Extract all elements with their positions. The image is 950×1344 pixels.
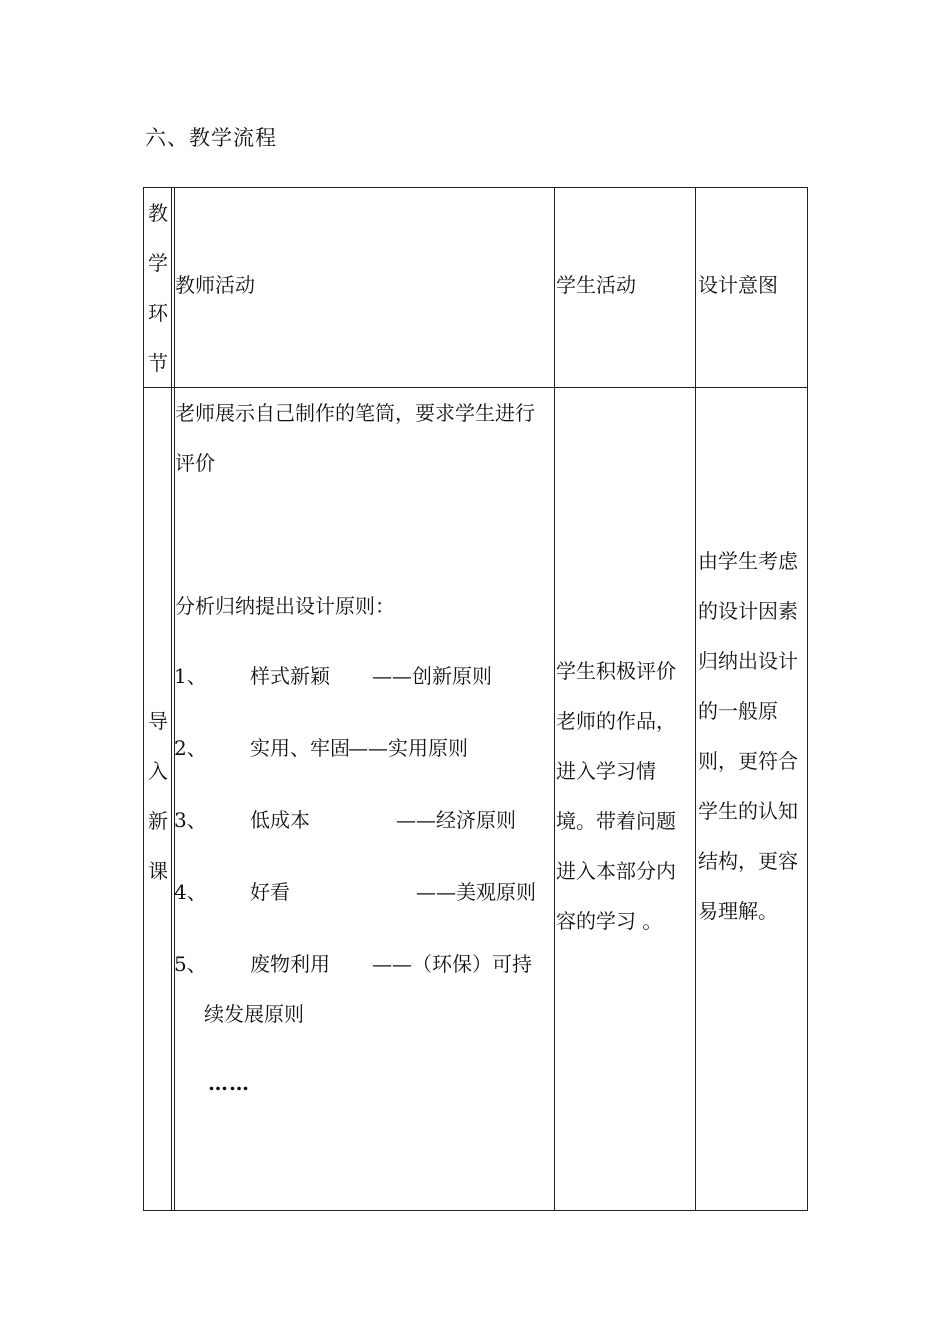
principle-rule: ——创新原则 [372,664,492,688]
header-student-activity: 学生活动 [556,273,636,297]
principle-rule: ——（环保）可持 [372,952,532,976]
principle-name: 样式新颖 [250,664,330,688]
column-divider [554,188,555,1210]
teacher-summary: 分析归纳提出设计原则： [175,594,395,618]
principle-number: 3、 [174,808,207,832]
principle-continuation: 续发展原则 [204,1002,304,1026]
principle-name: 低成本 [250,808,310,832]
column-divider [695,188,696,1210]
principle-name: 好看 [250,880,290,904]
ellipsis: …… [208,1071,250,1095]
header-design-intent: 设计意图 [698,273,778,297]
principle-rule: ——美观原则 [416,880,536,904]
principle-number: 5、 [174,952,207,976]
principle-rule: ——经济原则 [396,808,516,832]
stage-label: 导入新课 [148,709,168,883]
teacher-intro: 老师展示自己制作的笔筒，要求学生进行评价 [175,401,535,475]
section-heading: 六、教学流程 [145,126,277,150]
teaching-flow-table [143,187,808,1211]
principle-number: 4、 [174,880,207,904]
student-activity: 学生积极评价老师的作品，进入学习情境。带着问题进入本部分内容的学习 。 [556,659,676,933]
principle-rule: ——实用原则 [348,736,468,760]
principle-name: 废物利用 [250,952,330,976]
header-stage: 教学环节 [148,201,168,375]
principle-name: 实用、牢固 [250,736,350,760]
principle-number: 2、 [174,736,207,760]
design-intent: 由学生考虑的设计因素归纳出设计的一般原则，更符合学生的认知结构，更容易理解。 [698,549,798,923]
header-teacher-activity: 教师活动 [175,273,255,297]
principle-number: 1、 [174,664,207,688]
